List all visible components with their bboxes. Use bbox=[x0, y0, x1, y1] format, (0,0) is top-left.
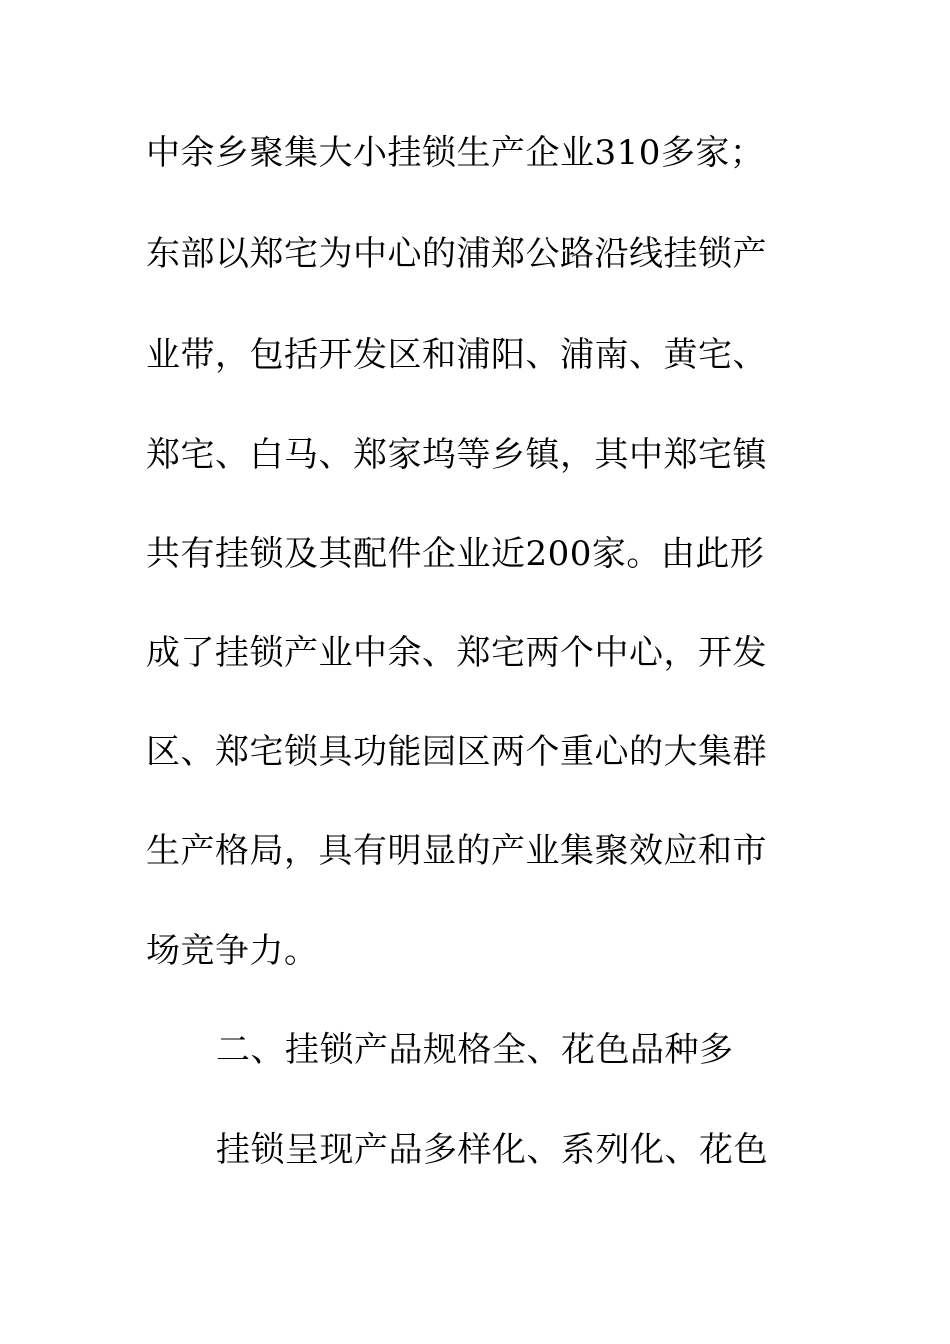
paragraph-line-1: 中余乡聚集大小挂锁生产企业310多家； bbox=[146, 133, 765, 173]
section-heading: 二、挂锁产品规格全、花色品种多 bbox=[216, 1030, 734, 1070]
paragraph-line-7: 区、郑宅锁具功能园区两个重心的大集群 bbox=[146, 732, 767, 772]
paragraph-line-9: 场竞争力。 bbox=[146, 931, 319, 971]
paragraph-line-11: 挂锁呈现产品多样化、系列化、花色 bbox=[216, 1130, 768, 1170]
paragraph-line-3: 业带，包括开发区和浦阳、浦南、黄宅、 bbox=[146, 335, 767, 375]
paragraph-line-6: 成了挂锁产业中余、郑宅两个中心，开发 bbox=[146, 633, 767, 673]
paragraph-line-5: 共有挂锁及其配件企业近200家。由此形 bbox=[146, 534, 765, 574]
paragraph-line-8: 生产格局，具有明显的产业集聚效应和市 bbox=[146, 831, 767, 871]
paragraph-line-4: 郑宅、白马、郑家坞等乡镇，其中郑宅镇 bbox=[146, 435, 767, 475]
paragraph-line-2: 东部以郑宅为中心的浦郑公路沿线挂锁产 bbox=[146, 234, 767, 274]
